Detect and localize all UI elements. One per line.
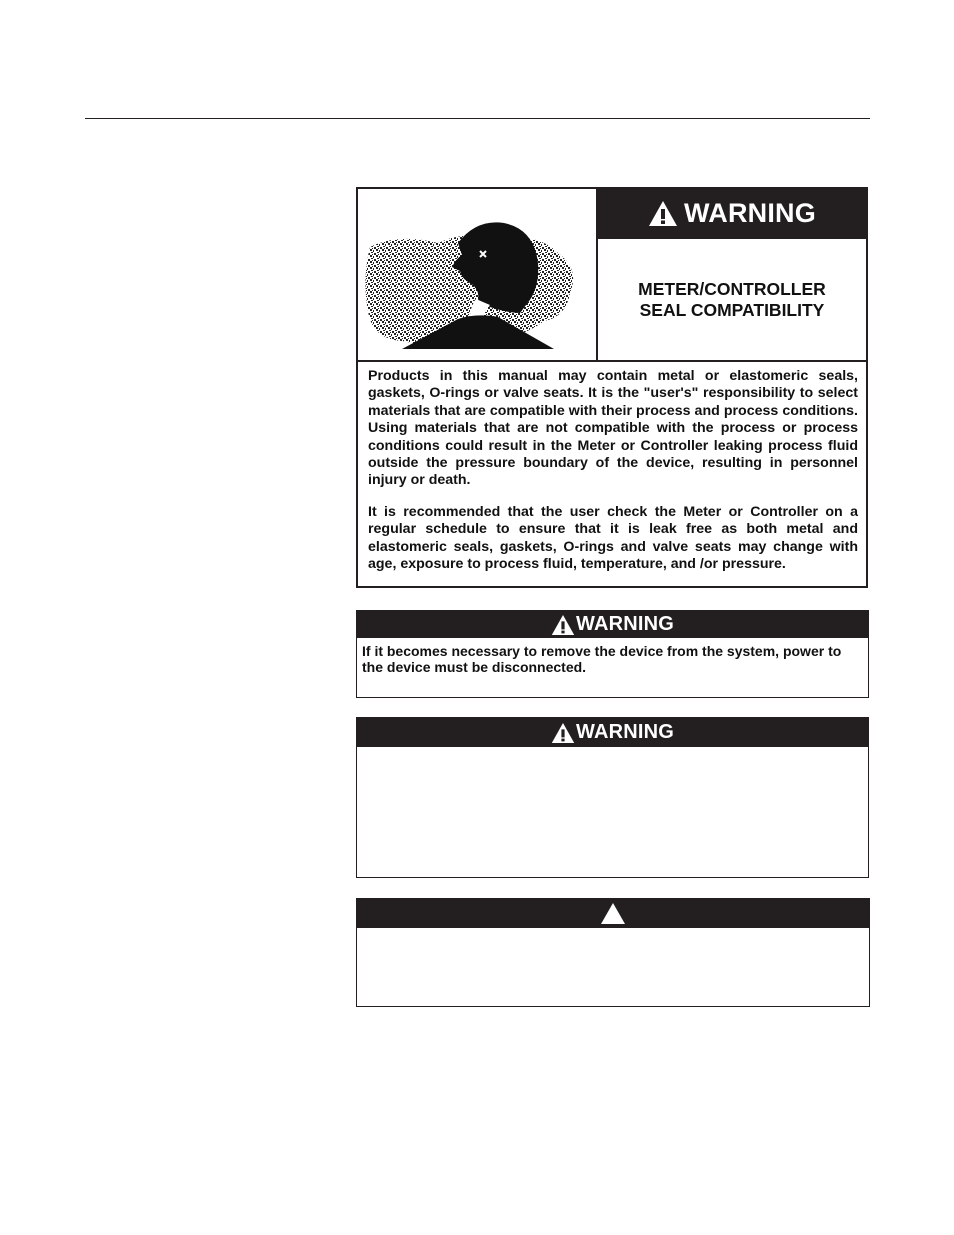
toxic-gas-pictogram-icon [358, 189, 596, 360]
warning-triangle-icon [551, 614, 575, 636]
warning-triangle-icon [551, 722, 575, 744]
warning-header [598, 189, 866, 237]
caution-box [356, 898, 870, 1007]
warning-triangle-icon [600, 902, 626, 925]
warning-label: WARNING [684, 197, 816, 228]
divider [358, 360, 866, 362]
seal-compatibility-warning [356, 187, 868, 588]
warning-header [357, 611, 868, 638]
power-disconnect-warning [356, 610, 869, 698]
header-rule [85, 118, 870, 119]
warning-box [356, 717, 869, 878]
warning-label: WARNING [575, 721, 675, 743]
caution-header [357, 899, 869, 928]
warning-triangle-icon [648, 200, 678, 227]
warning-paragraph: It is recommended that the user check the Meter or Controller on a regular schedule to ensure that it is leak free as both metal and elastomeric seals, gaskets, O-rings and valve seats may change with age, exposure to process fluid, temperature, and /or pressure. [368, 503, 858, 573]
hazard-pictogram [358, 189, 598, 360]
warning-paragraph: Products in this manual may contain metal or elastomeric seals, gaskets, O-rings or valve seats. It is the "user's" responsibility to select materials that are compatible with their process and process conditions. Using materials that are not compatible with the process or process conditions could result in the Meter or Controller leaking process fluid outside the pressure boundary of the device, resulting in personnel injury or death. [368, 368, 858, 489]
warning-header [357, 718, 868, 747]
warning-text: If it becomes necessary to remove the device from the system, power to the device must be disconnected. [362, 643, 842, 675]
warning-body [368, 368, 858, 587]
warning-label: WARNING [575, 613, 675, 635]
warning-subtitle: METER/CONTROLLER SEAL COMPATIBILITY [598, 237, 866, 360]
